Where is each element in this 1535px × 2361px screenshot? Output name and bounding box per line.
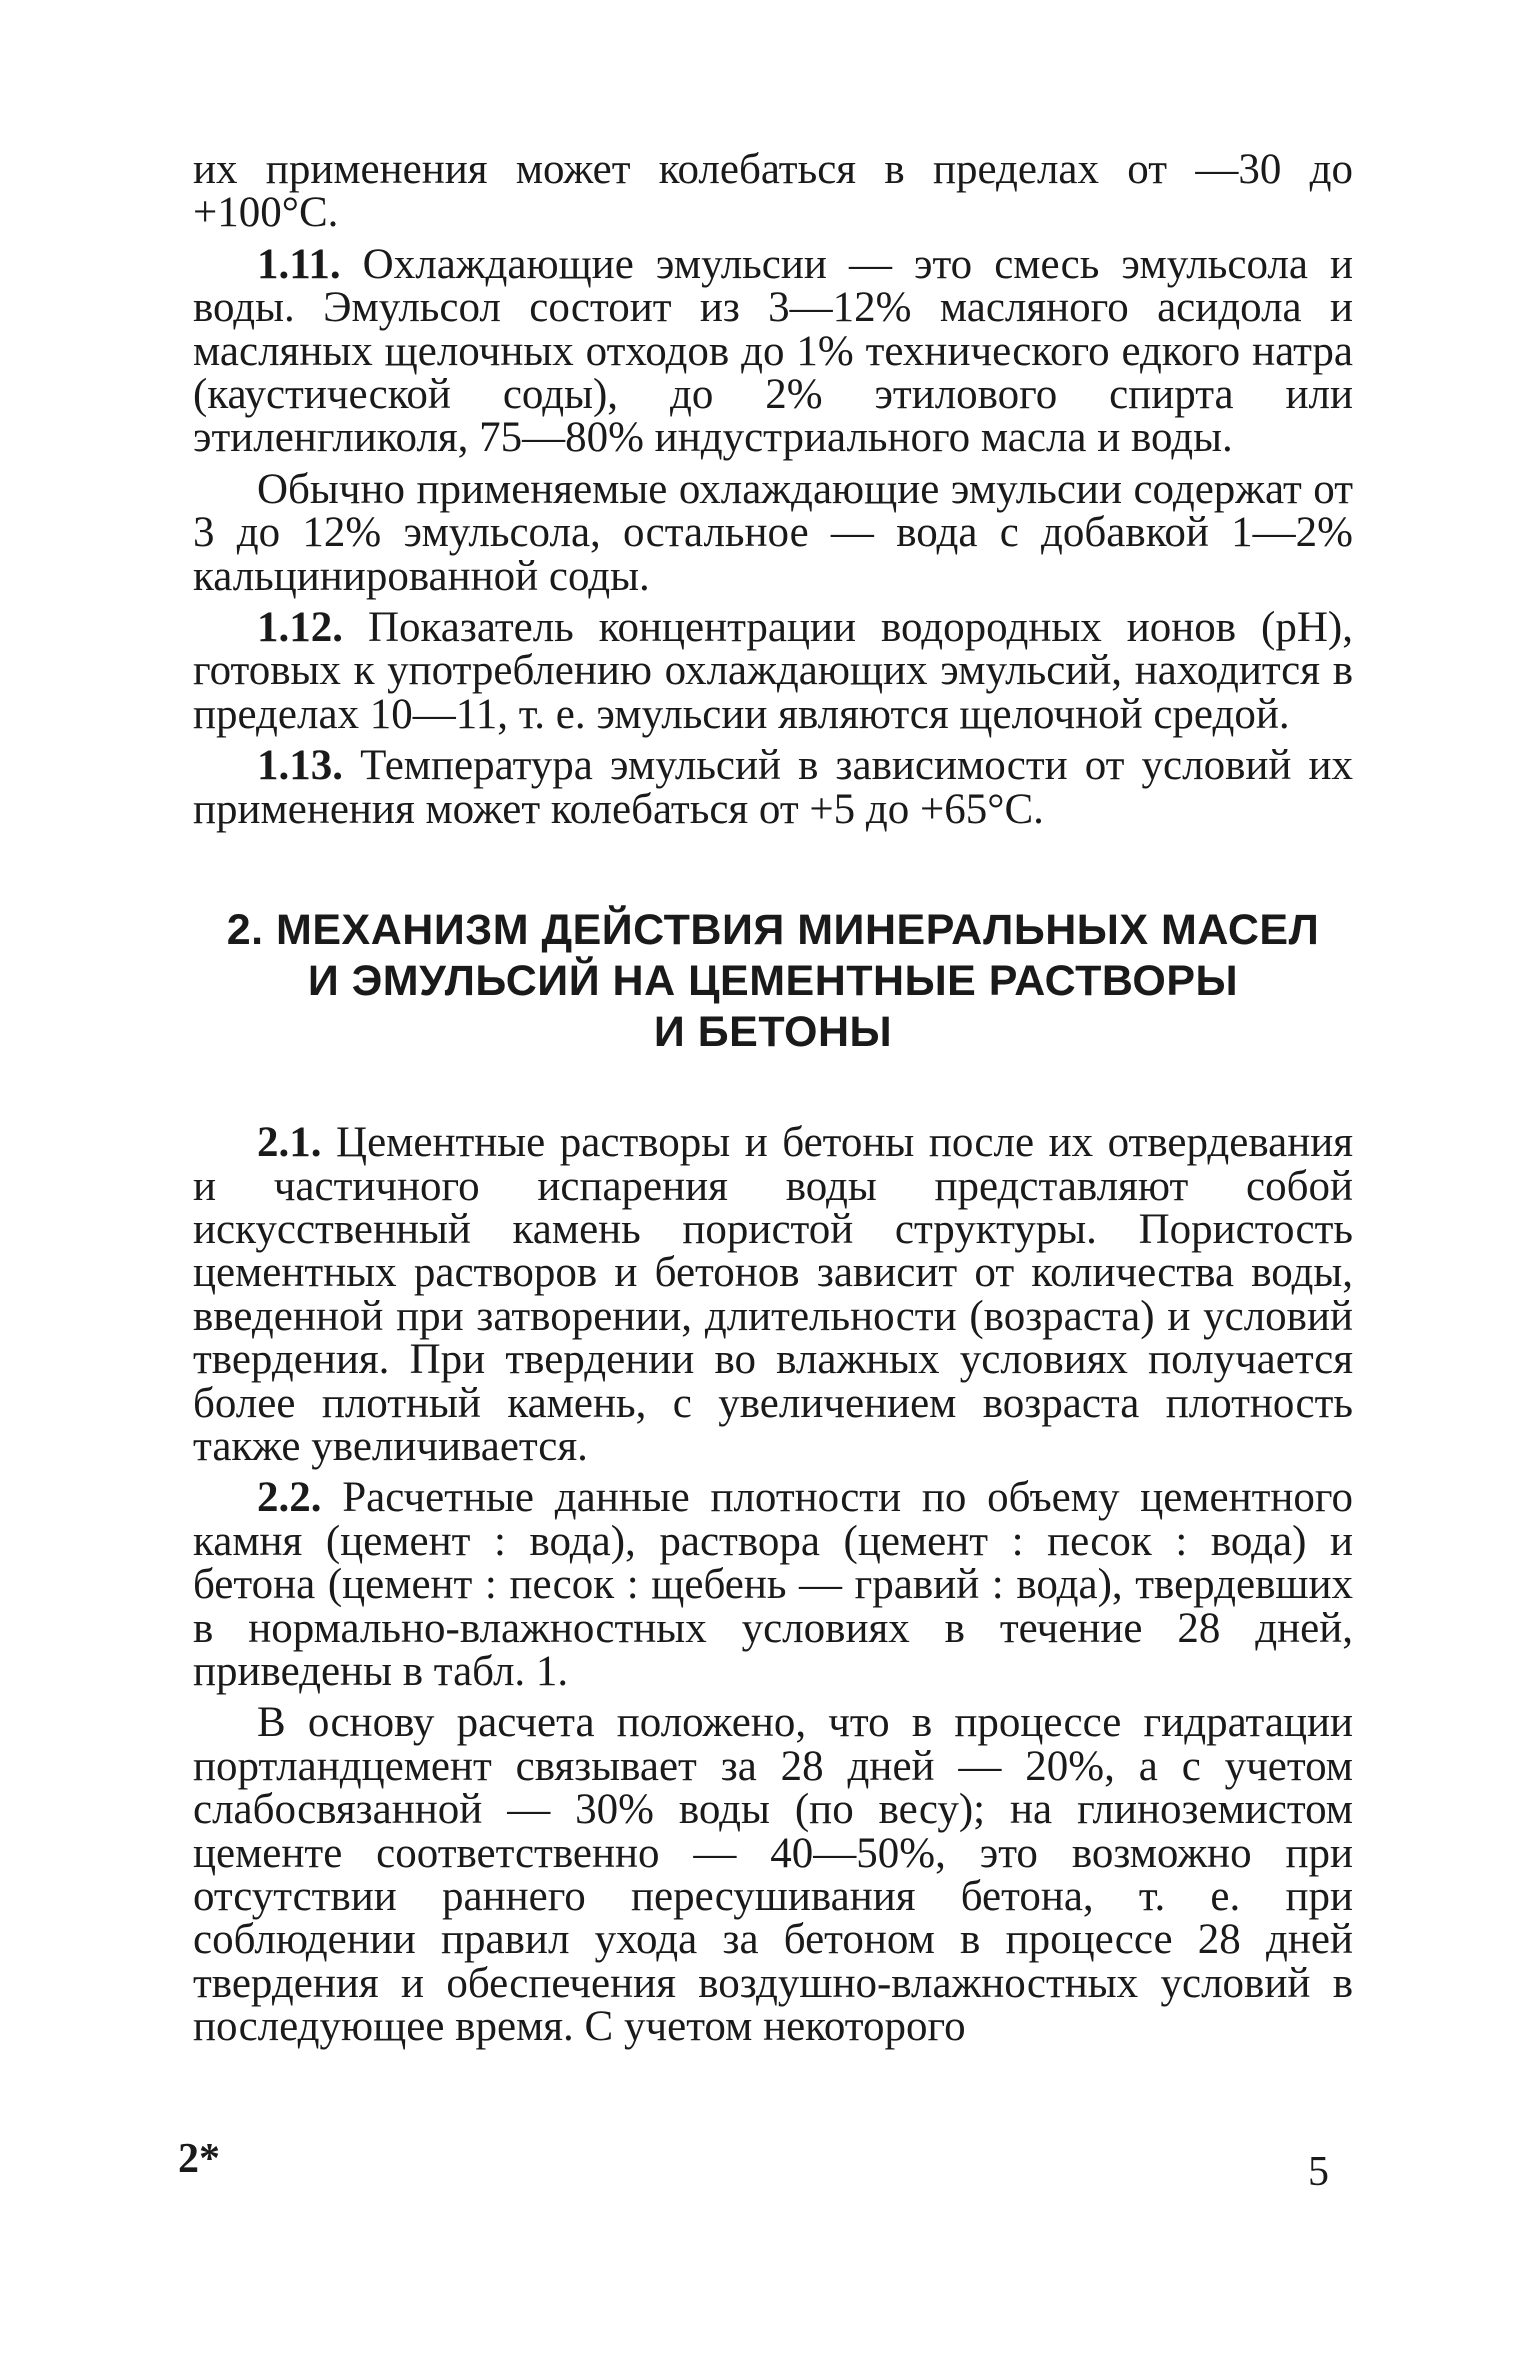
heading-line-1: 2. МЕХАНИЗМ ДЕЙСТВИЯ МИНЕРАЛЬНЫХ МАСЕЛ bbox=[226, 906, 1320, 955]
paragraph-2-1 bbox=[193, 1121, 1353, 1468]
section-heading bbox=[193, 905, 1353, 1058]
paragraph-continuation: их применения может колебаться в пределах от —30 до +100°С. bbox=[193, 146, 1353, 237]
page-number: 5 bbox=[1308, 2149, 1329, 2195]
clause-number: 1.11. bbox=[257, 240, 341, 288]
clause-text: Температура эмульсий в зависимости от условий их применения может колебаться от +5 до +65°С. bbox=[193, 742, 1353, 833]
page-body bbox=[193, 148, 1353, 2049]
clause-text: Показатель концентрации водородных ионов (pH), готовых к употреблению охлаждающих эмульсий, находится в пределах 10—11, т. е. эмульсии являются щелочной средой. bbox=[193, 604, 1353, 738]
clause-number: 1.12. bbox=[257, 604, 343, 652]
heading-line-2: И ЭМУЛЬСИЙ НА ЦЕМЕНТНЫЕ РАСТВОРЫ bbox=[307, 957, 1239, 1006]
clause-number: 2.1. bbox=[257, 1119, 322, 1167]
paragraph-2-2b: В основу расчета положено, что в процессе гидратации портландцемент связывает за 28 дней — 20%, а с учетом слабосвязанной — 30% воды (по весу); на глиноземистом цементе соответственно — 40—50%, это возможно при отсутствии раннего пересушивания бетона, т. е. при соблюдении правил ухода за бетоном в процессе 28 дней твердения и обеспечения воздушно-влажностных условий в последующее время. С учетом некоторого bbox=[193, 1699, 1353, 2051]
clause-text: Охлаждающие эмульсии — это смесь эмульсола и воды. Эмульсол состоит из 3—12% масляного асидола и масляных щелочных отходов до 1% технического едкого натра (каустической соды), до 2% этилового спирта или этиленгликоля, 75—80% индустриального масла и воды. bbox=[193, 240, 1353, 462]
clause-text: Цементные растворы и бетоны после их отвердевания и частичного испарения воды представляют собой искусственный камень пористой структуры. Пористость цементных растворов и бетонов зависит от количества воды, введенной при затворении, длительности (возраста) и условий твердения. При твердении во влажных условиях получается более плотный камень, с увеличением возраста плотность также увеличивается. bbox=[193, 1119, 1353, 1470]
heading-line-3: И БЕТОНЫ bbox=[653, 1008, 893, 1057]
paragraph-1-12 bbox=[193, 606, 1353, 736]
paragraph-1-13 bbox=[193, 744, 1353, 831]
clause-text: Расчетные данные плотности по объему цементного камня (цемент : вода), раствора (цемент : песок : вода) и бетона (цемент : песок : щебень — гравий : вода), твердевших в нормально-влажностных условиях в течение 28 дней, приведены в табл. 1. bbox=[193, 1474, 1353, 1695]
paragraph-2-2 bbox=[193, 1476, 1353, 1693]
clause-number: 2.2. bbox=[257, 1474, 322, 1522]
paragraph-1-11 bbox=[193, 240, 1353, 462]
clause-number: 1.13. bbox=[257, 742, 343, 790]
paragraph-1-11b: Обычно применяемые охлаждающие эмульсии содержат от 3 до 12% эмульсола, остальное — вода с добавкой 1—2% кальцинированной соды. bbox=[193, 465, 1353, 600]
signature-mark: 2* bbox=[178, 2136, 220, 2182]
